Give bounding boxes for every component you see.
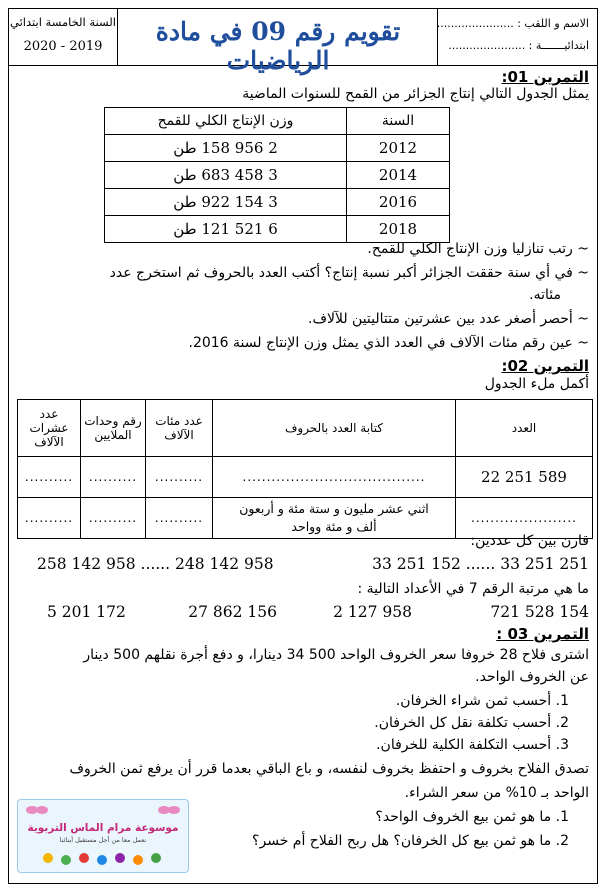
logo-subtitle: نعمل معا من أجل مستقبل أبنائنا (59, 836, 147, 844)
table-row (105, 216, 450, 243)
answer-blank[interactable]: .......... (81, 457, 146, 498)
school-field[interactable]: ابتدائيـــــــة : ...................... (448, 39, 589, 52)
ex3-paragraph-2-b: الواحد بـ 10% من سعر الشراء. (404, 785, 589, 801)
hundred-thousands-header: عدد مئات الآلاف (146, 400, 213, 457)
exercise-2-title: التمرين 02: (501, 357, 589, 375)
number-header: العدد (456, 400, 593, 457)
ten-thousands-header: عدد عشرات الآلاف (18, 400, 81, 457)
page-title: تقويم رقم 09 في مادة الرياضيات (155, 17, 401, 75)
ex3-question-4: 1. ما هو ثمن بيع الخروف الواحد؟ (375, 809, 569, 825)
ex3-paragraph-1-a: اشترى فلاح 28 خروفا سعر الخروف الواحد 500 34 دينارا، و دفع أجرة نقلهم 500 دينار (83, 647, 589, 663)
words-blank[interactable]: ...................................... (213, 457, 456, 498)
exercise-3-title: التمرين 03 : (496, 625, 589, 643)
student-info-box (437, 9, 597, 65)
ex1-question-1: ~ رتب تنازليا وزن الإنتاج الكلي للقمح. (367, 241, 589, 257)
header (9, 9, 597, 75)
level-box (9, 9, 118, 65)
logo-title: موسوعة مرام الماس التربوية (27, 822, 179, 834)
school-year: 2020 - 2019 (23, 39, 103, 54)
words-cell (213, 498, 456, 539)
table-row (18, 457, 593, 498)
ex1-question-3: ~ أحصر أصغر عدد بين عشرتين متتاليتين للآلاف. (308, 311, 589, 327)
compare-pair: 258 142 958 ...... 248 142 958 (37, 555, 274, 573)
ex3-question-2: 2. أحسب تكلفة نقل كل الخرفان. (374, 715, 569, 731)
weight-cell: 3 154 922 طن (105, 189, 347, 216)
compare-pair: 33 251 152 ...... 33 251 251 (372, 555, 589, 573)
col-year-header: السنة (347, 108, 450, 135)
rank-number: 2 127 958 (333, 603, 412, 621)
answer-blank[interactable]: .......... (146, 457, 213, 498)
words-header: كتابة العدد بالحروف (213, 400, 456, 457)
rank-number: 5 201 172 (47, 603, 126, 621)
year-cell: 2012 (347, 135, 450, 162)
worksheet-page (8, 8, 598, 884)
number-cell: 22 251 589 (456, 457, 593, 498)
compare-label: قارن بين كل عددين: (470, 533, 589, 549)
ex3-question-1: 1. أحسب ثمن شراء الخرفان. (395, 693, 569, 709)
year-cell: 2014 (347, 162, 450, 189)
ex1-question-4: ~ عين رقم مئات الآلاف في العدد الذي يمثل وزن الإنتاج لسنة 2016. (188, 335, 589, 351)
number-blank[interactable]: ...................... (456, 498, 593, 539)
ex1-question-2-a: ~ في أي سنة حققت الجزائر أكبر نسبة إنتاج؟ أكتب العدد بالحروف ثم استخرج عدد (109, 265, 589, 281)
rank-number: 27 862 156 (188, 603, 277, 621)
exercise-2-intro: أكمل ملء الجدول (484, 376, 589, 392)
millions-digit-header: رقم وحدات الملايين (81, 400, 146, 457)
ex3-question-3: 3. أحسب التكلفة الكلية للخرفان. (376, 737, 569, 753)
weight-cell: 6 521 121 طن (105, 216, 347, 243)
rank-label: ما هي مرتبة الرقم 7 في الأعداد التالية : (357, 581, 589, 597)
rank-number: 721 528 154 (490, 603, 589, 621)
words-line-1: اثني عشر مليون و ستة مئة و أربعون (239, 501, 429, 516)
answer-blank[interactable]: .......... (81, 498, 146, 539)
table-row (105, 162, 450, 189)
grade-level: السنة الخامسة ابتدائي (10, 15, 116, 29)
ex3-paragraph-1-b: عن الخروف الواحد. (475, 669, 589, 685)
exercise-1-intro: يمثل الجدول التالي إنتاج الجزائر من القمح للسنوات الماضية (242, 86, 589, 102)
weight-cell: 3 458 683 طن (105, 162, 347, 189)
ex3-paragraph-2-a: تصدق الفلاح بخروف و احتفظ بخروف لنفسه، و باع الباقي بعدما قرر أن يرفع ثمن الخروف (69, 761, 589, 777)
ex3-question-5: 2. ما هو ثمن بيع كل الخرفان؟ هل ربح الفلاح أم خسر؟ (252, 833, 569, 849)
publisher-logo (17, 799, 189, 873)
answer-blank[interactable]: .......... (18, 457, 81, 498)
exercise-1-title: التمرين 01: (501, 68, 589, 86)
weight-cell: 2 956 158 طن (105, 135, 347, 162)
year-cell: 2018 (347, 216, 450, 243)
table-row (105, 189, 450, 216)
table-row (105, 135, 450, 162)
answer-blank[interactable]: .......... (18, 498, 81, 539)
number-table (17, 399, 593, 539)
answer-blank[interactable]: .......... (146, 498, 213, 539)
words-line-2: ألف و مئة وواحد (291, 519, 377, 534)
year-cell: 2016 (347, 189, 450, 216)
name-field[interactable]: الاسم و اللقب : ...................... (436, 17, 589, 30)
col-weight-header: وزن الإنتاج الكلي للقمح (105, 108, 347, 135)
wheat-production-table (104, 107, 450, 243)
ex1-question-2-b: مئاته. (529, 287, 561, 303)
